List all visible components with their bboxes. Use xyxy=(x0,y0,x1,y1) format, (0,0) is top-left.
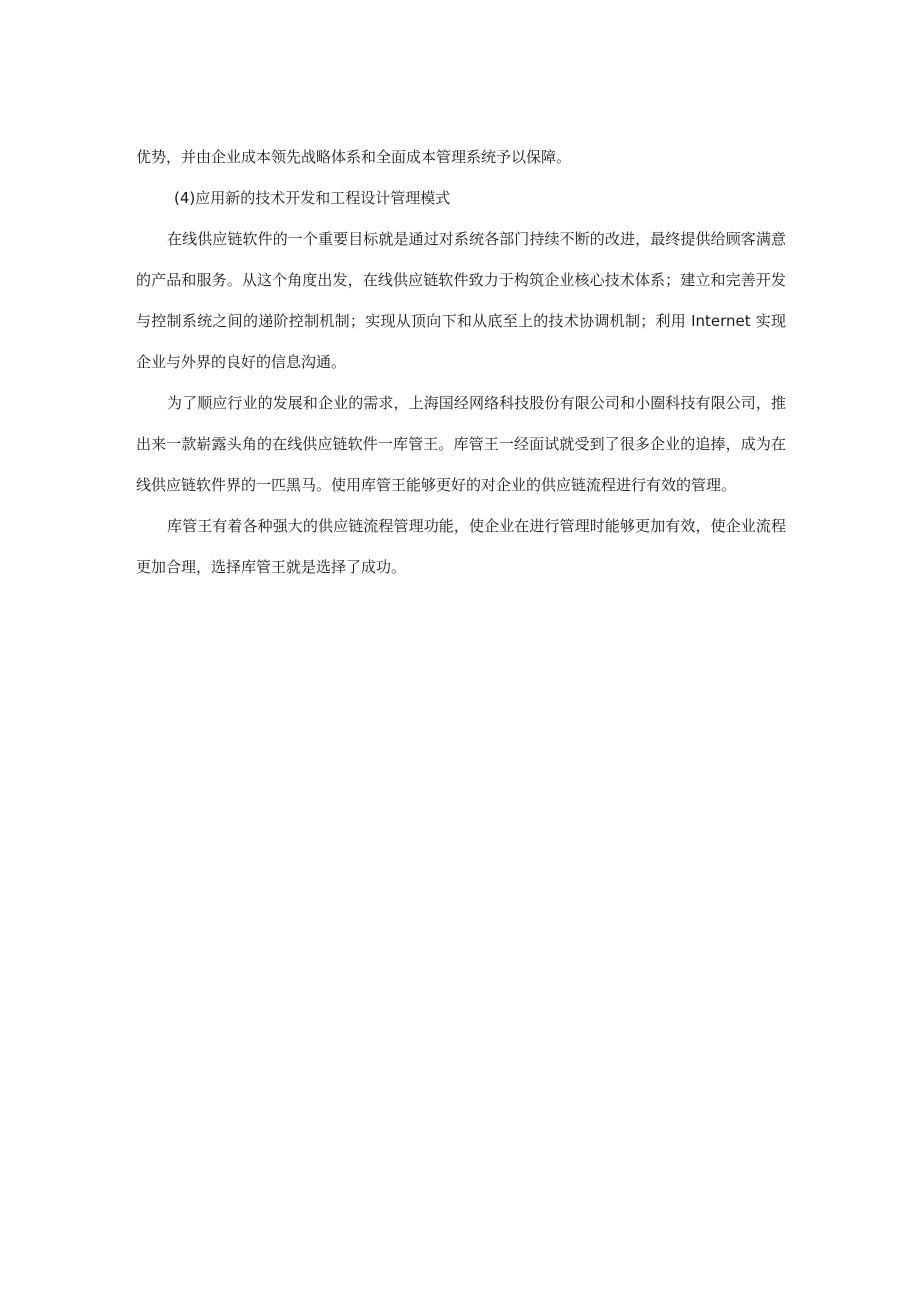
section-heading: (4)应用新的技术开发和工程设计管理模式 xyxy=(174,189,451,207)
paragraph-continuation: 优势，并由企业成本领先战略体系和全面成本管理系统予以保障。 xyxy=(136,148,572,166)
paragraph-conclusion: 库管王有着各种强大的供应链流程管理功能，使企业在进行管理时能够更加有效，使企业流程更加合理，选择库管王就是选择了成功。 xyxy=(136,517,786,576)
paragraph-product: 为了顺应行业的发展和企业的需求，上海国经网络科技股份有限公司和小圈科技有限公司，推出来一款崭露头角的在线供应链软件一库管王。库管王一经面试就受到了很多企业的追捧，成为在线供应链软件界的一匹黑马。使用库管王能够更好的对企业的供应链流程进行有效的管理。 xyxy=(136,394,786,494)
paragraph-goal: 在线供应链软件的一个重要目标就是通过对系统各部门持续不断的改进，最终提供给顾客满意的产品和服务。从这个角度出发，在线供应链软件致力于构筑企业核心技术体系；建立和完善开发与控制系统之间的递阶控制机制；实现从顶向下和从底至上的技术协调机制；利用 Internet 实现企业与外界的良好的信息沟通。 xyxy=(136,230,786,371)
document-body xyxy=(136,137,786,588)
